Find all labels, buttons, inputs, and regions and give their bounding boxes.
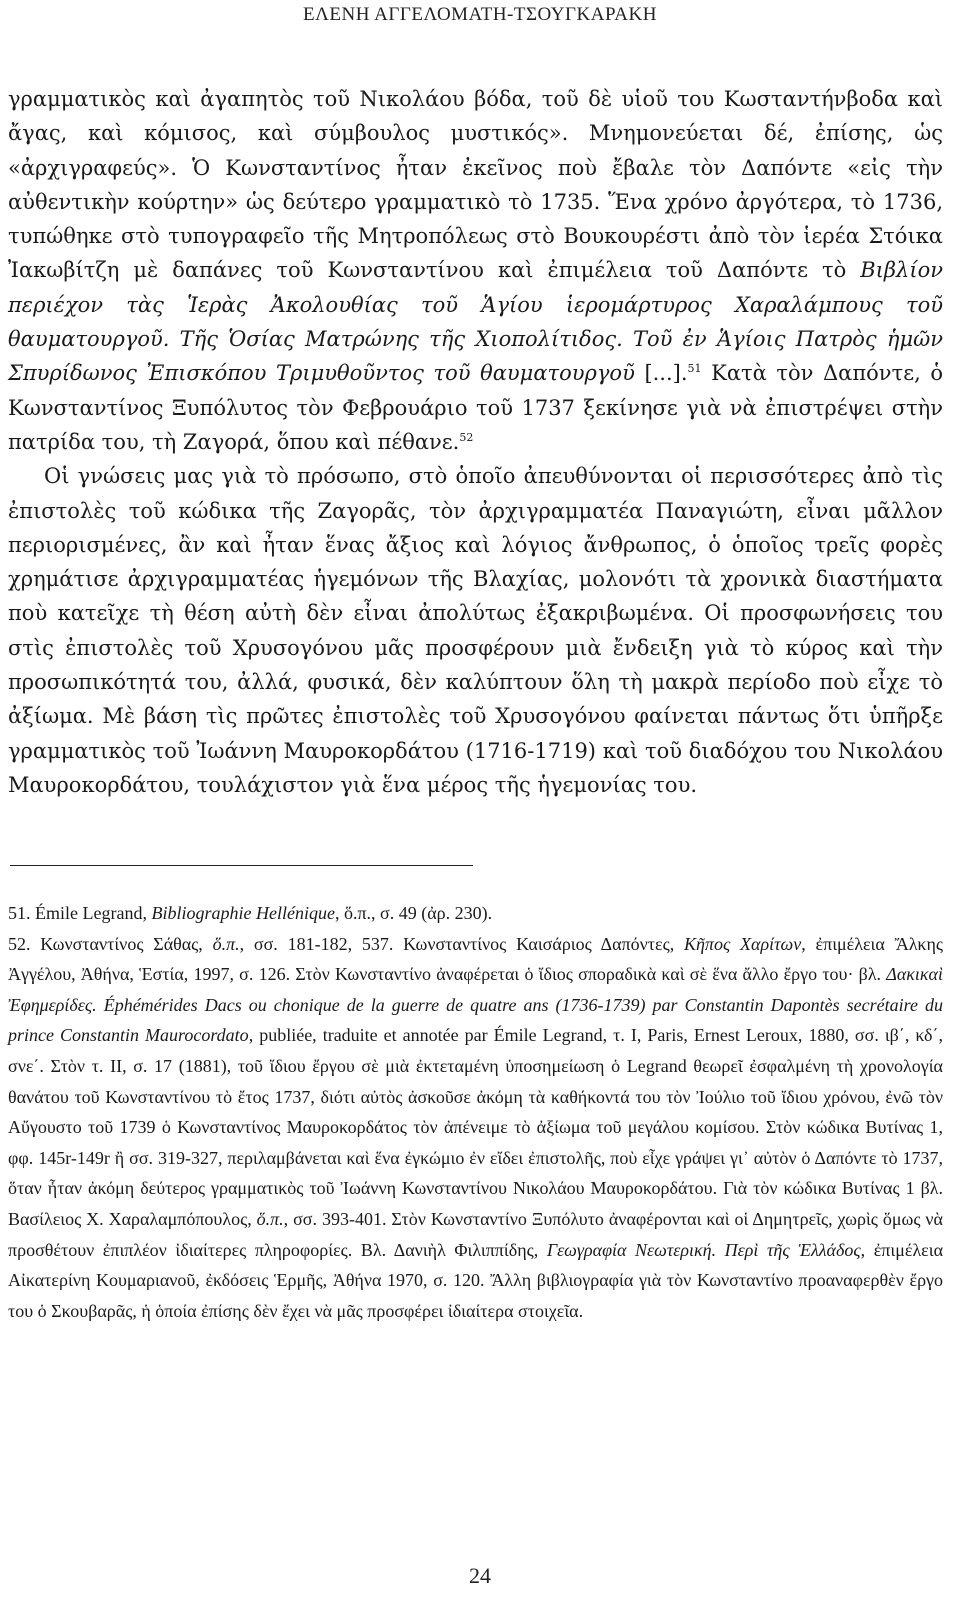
paragraph-1-ellipsis: [...]. [634,361,688,386]
paragraph-2: Οἱ γνώσεις μας γιὰ τὸ πρόσωπο, στὸ ὁποῖο ἀπευθύνονται οἱ περισσότερες ἀπὸ τὶς ἐπιστολὲς τοῦ κώδικα τῆς Ζαγορᾶς, τὸν ἀρχιγραμματέα Παναγιώτη, εἶναι μᾶλλον περιορισμένες, ἂν καὶ ἦταν ἕνας ἄξιος καὶ λόγιος ἄνθρωπος, ὁ ὁποῖος τρεῖς φορὲς χρημάτισε ἀρχιγραμματέας ἡγεμόνων τῆς Βλαχίας, μολονότι τὰ χρονικὰ διαστήματα ποὺ κατεῖχε τὴ θέση αὐτὴ δὲν εἶναι ἀπολύτως ἐξακριβωμένα. Οἱ προσφωνήσεις του στὶς ἐπιστολὲς τοῦ Χρυσογόνου μᾶς προσφέρουν μιὰ ἔνδειξη γιὰ τὸ κύρος καὶ τὴν προσωπικότητά του, ἀλλά, φυσικά, δὲν καλύπτουν ὅλη τὴ μακρὰ περίοδο ποὺ εἶχε τὸ ἀξίωμα. Μὲ βάση τὶς πρῶτες ἐπιστολὲς τοῦ Χρυσογόνου φαίνεται πάντως ὅτι ὑπῆρξε γραμματικὸς τοῦ Ἰωάννη Μαυροκορδάτου (1716-1719) καὶ τοῦ διαδόχου του Νικολάου Μαυροκορδάτου, τουλάχιστον γιὰ ἕνα μέρος τῆς ἡγεμονίας του. [8,464,943,797]
footnote-ref-52[interactable]: 52 [459,430,474,444]
footnote-52-text: 52. Κωνσταντίνος Σάθας, [8,933,213,954]
footnote-52-text: , publiée, traduite et annotée par Émile Legrand, τ. Ι, Paris, Ernest Leroux, 1880, σσ. ιβ΄, κδ΄, σνε΄. Στὸν τ. ΙΙ, σ. 17 (1881), τοῦ ἴδιου ἔργου σὲ μιὰ ἐκτεταμένη ὑποσημείωση ὁ Legrand θεωρεῖ ἐσφαλμένη τὴ χρονολογία θανάτου τοῦ Κωνσταντίνου τὸ ἔτος 1737, διότι αὐτὸς ἀσκοῦσε ἀκόμη τὰ καθήκοντά του τὸν Ἰούλιο τοῦ ἴδιου χρόνου, ἐνῶ τὸν Αὔγουστο τοῦ 1739 ὁ Κωνσταντίνος Μαυροκορδάτος τὸν ἀπένειμε τὸ ἀξίωμα τοῦ μεγάλου κομίσου. Στὸν κώδικα Βυτίνας 1, φφ. 145r-149r ἢ σσ. 319-327, περιλαμβάνεται καὶ ἕνα ἐγκώμιο ἐν εἴδει ἐπιστολῆς, ποὺ εἶχε γράψει γι᾽ αὐτὸν ὁ Δαπόντε τὸ 1737, ὅταν ἦταν ἀκόμη δεύτερος γραμματικὸς τοῦ Ἰωάννη Κωνσταντίνου Νικολάου Μαυροκορδάτου. Γιὰ τὸν κώδικα Βυτίνας 1 βλ. Βασίλειος Χ. Χαραλαμπόπουλος, [8,1025,943,1229]
footnote-52-italic: ὅ.π. [256,1208,284,1229]
footnotes [8,898,943,1326]
paragraph-1-end: Κατὰ τὸν Δαπόντε, ὁ Κωνσταντίνος Ξυπόλυτος τὸν Φεβρουάριο τοῦ 1737 ξεκίνησε γιὰ νὰ ἐπιστρέψει στὴν πατρίδα του, τὴ Ζαγορά, ὅπου καὶ πέθανε. [8,361,943,454]
book-title-italic: Βιβλίον περιέχον τὰς Ἱερὰς Ἀκολουθίας τοῦ Ἁγίου ἱερομάρτυρος Χαραλάμπους τοῦ θαυματουργοῦ. Τῆς Ὁσίας Ματρώνης τῆς Χιοπολίτιδος. Τοῦ ἐν Ἁγίοις Πατρὸς ἡμῶν Σπυρίδωνος Ἐπισκόπου Τριμυθοῦντος τοῦ θαυματουργοῦ [8,258,943,386]
footnote-52-text: , σσ. 181-182, 537. Κωνσταντίνος Καισάριος Δαπόντες, [239,933,684,954]
footnote-52-italic: Δακικαὶ Ἐφημερίδες. Éphémérides Dacs ou chonique de la guerre de quatre ans (1736-1739) par Constantin Dapontès secrétaire du prince Constantin Maurocordato [8,964,943,1046]
footnote-52-text: , ἐπιμέλεια Ἄλκης Ἀγγέλου, Ἀθήνα, Ἑστία, 1997, σ. 126. Στὸν Κωνσταντίνο ἀναφέρεται ὁ ἴδιος σποραδικὰ καὶ σὲ ἕνα ἄλλο ἔργο του· βλ. [8,933,943,985]
footnote-51-title: Bibliographie Hellénique [151,903,335,923]
footnote-52-text: , σσ. 393-401. Στὸν Κωνσταντίνο Ξυπόλυτο ἀναφέρονται καὶ οἱ Δημητρεῖς, χωρὶς ὅμως νὰ προσθέτουν ἐπιπλέον ἰδιαίτερες πληροφορίες. Βλ. Δανιὴλ Φιλιππίδης, [8,1208,943,1260]
footnote-51 [8,898,943,929]
footnote-51-ref: , ὅ.π., σ. 49 (ἀρ. 230). [334,903,493,923]
footnote-ref-51[interactable]: 51 [687,362,702,376]
paragraph-1 [8,82,943,459]
running-head: ΕΛΕΝΗ ΑΓΓΕΛΟΜΑΤΗ-ΤΣΟΥΓΚΑΡΑΚΗ [303,4,657,25]
footnote-52-italic: Κῆπος Χαρίτων [684,933,802,954]
paragraph-1-text: γραμματικὸς καὶ ἀγαπητὸς τοῦ Νικολάου βόδα, τοῦ δὲ υἱοῦ του Κωσταντήνβοδα καὶ ἄγας, καὶ κόμισος, καὶ σύμβουλος μυστικός». Μνημονεύεται δέ, ἐπίσης, ὡς «ἀρχιγραφεύς». Ὁ Κωνσταντίνος ἦταν ἐκεῖνος ποὺ ἔβαλε τὸν Δαπόντε «εἰς τὴν αὐθεντικὴν κούρτην» ὡς δεύτερο γραμματικὸ τὸ 1735. Ἕνα χρόνο ἀργότερα, τὸ 1736, τυπώθηκε στὸ τυπογραφεῖο τῆς Μητροπόλεως στὸ Βουκουρέστι ἀπὸ τὸν ἱερέα Στόικα Ἰακωβίτζη μὲ δαπάνες τοῦ Κωνσταντίνου καὶ ἐπιμέλεια τοῦ Δαπόντε τὸ [8,87,943,283]
footnote-51-text: 51. Émile Legrand, [8,903,152,923]
footnote-52-italic: ὅ.π. [212,933,240,954]
main-text [8,82,943,802]
footnote-52 [8,929,943,1327]
footnote-52-text: , ἐπιμέλεια Αἰκατερίνη Κουμαριανοῦ, ἐκδόσεις Ἑρμῆς, Ἀθήνα 1970, σ. 120. Ἄλλη βιβλιογραφία γιὰ τὸν Κωνσταντίνο προαναφερθὲν ἔργο του ὁ Σκουβαρᾶς, ἡ ὁποία ἐπίσης δὲν ἔχει νὰ μᾶς προσφέρει ἰδιαίτερα στοιχεῖα. [8,1239,943,1321]
footnote-rule [10,865,473,866]
footnote-52-italic: Γεωγραφία Νεωτερική. Περὶ τῆς Ἑλλάδος [546,1239,861,1260]
page-number: 24 [469,1563,491,1588]
